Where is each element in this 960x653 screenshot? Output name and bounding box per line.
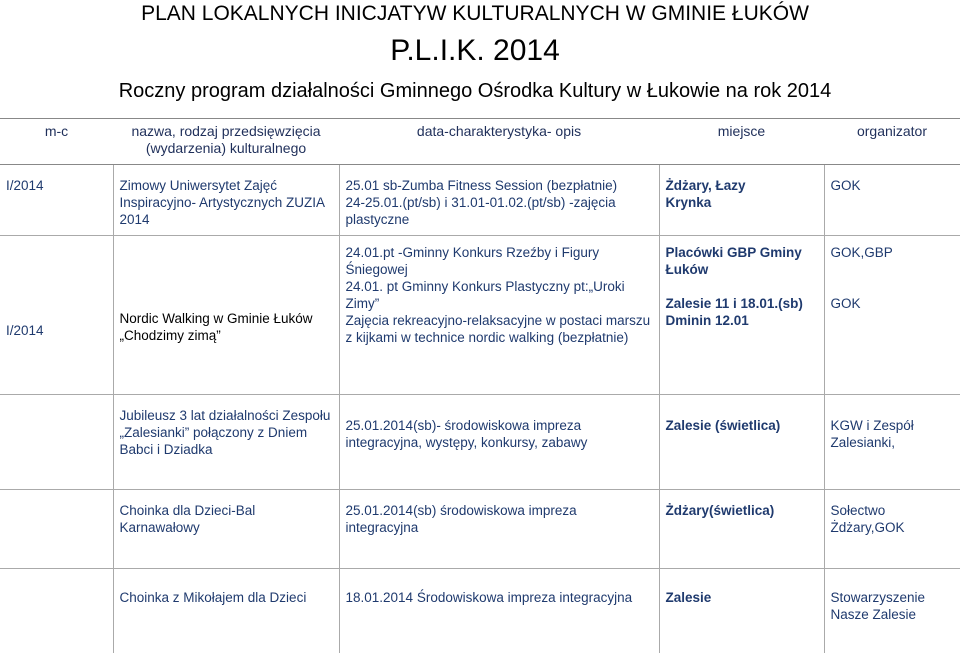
place-line: Zalesie 11 i 18.01.(sb) [666, 295, 818, 312]
cell-org [824, 236, 960, 395]
org-line: GOK,GBP [831, 244, 955, 261]
cell-org [824, 165, 960, 236]
table-header-row [0, 119, 960, 165]
cell-mc [0, 490, 113, 569]
col-header-org: organizator [824, 119, 960, 165]
place-line: Zalesie (świetlica) [666, 417, 818, 434]
cell-mc [0, 569, 113, 653]
cell-mc: I/2014 [0, 236, 113, 395]
document-title: PLAN LOKALNYCH INICJATYW KULTURALNYCH W GMINIE ŁUKÓW [0, 2, 950, 26]
place-line: Żdżary(świetlica) [666, 502, 818, 519]
cell-place [659, 236, 824, 395]
col-header-name: nazwa, rodzaj przedsięwzięcia (wydarzenia) kulturalnego [113, 119, 339, 165]
cell-place [659, 395, 824, 490]
cell-place [659, 490, 824, 569]
place-line: Żdżary, Łazy [666, 177, 818, 194]
org-line: GOK [831, 177, 955, 194]
table-row [0, 569, 960, 653]
cell-mc: I/2014 [0, 165, 113, 236]
table-row [0, 490, 960, 569]
cell-org [824, 395, 960, 490]
cell-name: Choinka z Mikołajem dla Dzieci [113, 569, 339, 653]
col-header-mc: m-c [0, 119, 113, 165]
cell-desc [339, 395, 659, 490]
desc-line: Zajęcia rekreacyjno-relaksacyjne w postaci marszu z kijkami w technice nordic walking (bezpłatnie) [346, 312, 653, 346]
desc-line: 18.01.2014 Środowiskowa impreza integracyjna [346, 589, 653, 606]
col-header-desc: data-charakterystyka- opis [339, 119, 659, 165]
org-line: Stowarzyszenie Nasze Zalesie [831, 589, 955, 623]
cell-name: Jubileusz 3 lat działalności Zespołu „Zalesianki” połączony z Dniem Babci i Dziadka [113, 395, 339, 490]
program-table [0, 118, 960, 653]
desc-line: 24.01. pt Gminny Konkurs Plastyczny pt:„Uroki Zimy” [346, 278, 653, 312]
place-line: Placówki GBP Gminy Łuków [666, 244, 818, 278]
col-header-place: miejsce [659, 119, 824, 165]
document-acronym: P.L.I.K. 2014 [0, 34, 950, 68]
table-row [0, 236, 960, 395]
desc-line: 25.01.2014(sb) środowiskowa impreza integracyjna [346, 502, 653, 536]
place-line: Dminin 12.01 [666, 312, 818, 329]
table-row [0, 165, 960, 236]
desc-line: 24.01.pt -Gminny Konkurs Rzeźby i Figury Śniegowej [346, 244, 653, 278]
org-line: Sołectwo Żdżary,GOK [831, 502, 955, 536]
cell-name: Nordic Walking w Gminie Łuków „Chodzimy zimą” [113, 236, 339, 395]
table-row [0, 395, 960, 490]
place-line: Zalesie [666, 589, 818, 606]
place-line: Krynka [666, 194, 818, 211]
cell-place [659, 569, 824, 653]
cell-place [659, 165, 824, 236]
cell-org [824, 490, 960, 569]
cell-name: Zimowy Uniwersytet Zajęć Inspiracyjno- Artystycznych ZUZIA 2014 [113, 165, 339, 236]
cell-desc [339, 569, 659, 653]
cell-org [824, 569, 960, 653]
org-line: KGW i Zespół Zalesianki, [831, 417, 955, 451]
cell-desc [339, 165, 659, 236]
desc-line: 24-25.01.(pt/sb) i 31.01-01.02.(pt/sb) -zajęcia plastyczne [346, 194, 653, 228]
cell-mc [0, 395, 113, 490]
cell-desc [339, 236, 659, 395]
desc-line: 25.01 sb-Zumba Fitness Session (bezpłatnie) [346, 177, 653, 194]
cell-name: Choinka dla Dzieci-Bal Karnawałowy [113, 490, 339, 569]
document-subtitle: Roczny program działalności Gminnego Ośrodka Kultury w Łukowie na rok 2014 [0, 80, 950, 103]
desc-line: 25.01.2014(sb)- środowiskowa impreza integracyjna, występy, konkursy, zabawy [346, 417, 653, 451]
cell-desc [339, 490, 659, 569]
org-line: GOK [831, 295, 955, 312]
